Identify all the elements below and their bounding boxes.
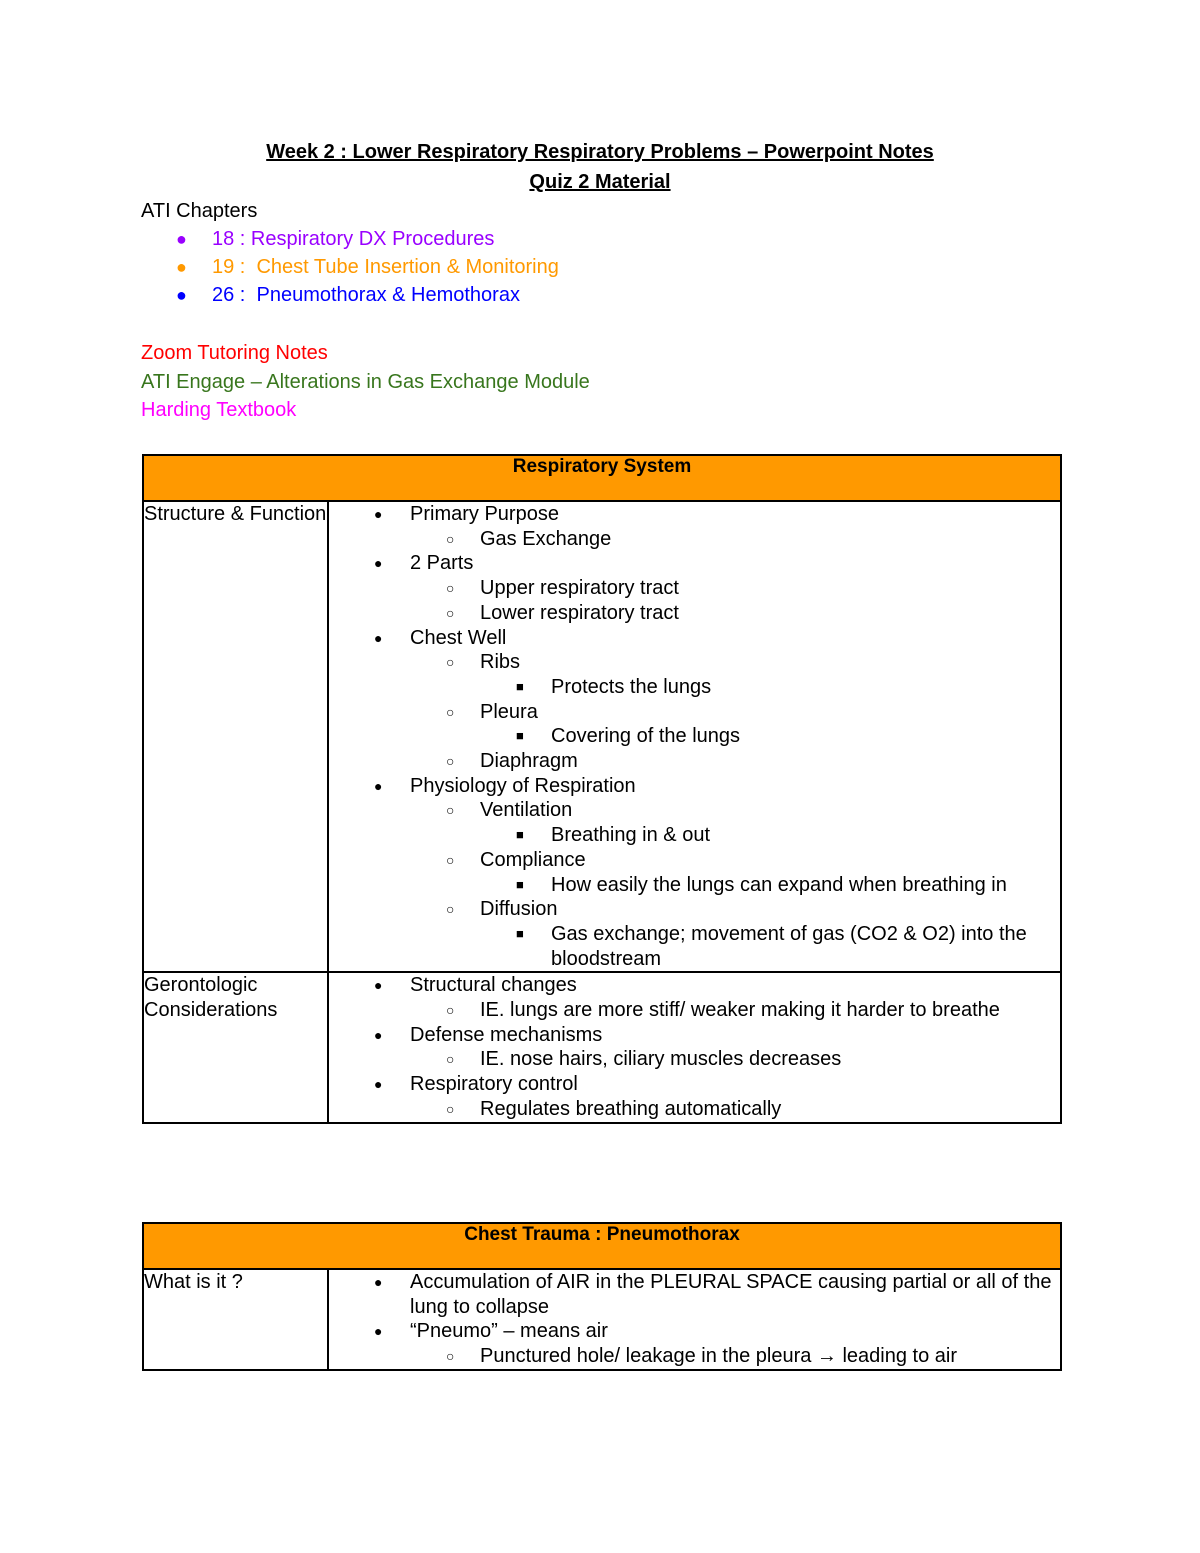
row-label: Structure & Function <box>143 501 328 972</box>
bullet-list <box>329 502 1060 971</box>
row-label: Gerontologic Considerations <box>143 972 328 1122</box>
list-item: ● 2 Parts ○ Upper respiratory tract ○ Lower respiratory tract <box>329 551 1060 625</box>
chapter-label: Respiratory DX Procedures <box>250 228 495 250</box>
sub-sub-item: ■ Covering of the lungs <box>329 724 1060 749</box>
chapter-number: 18 : <box>212 228 246 250</box>
sub-sub-item: ■ Protects the lungs <box>329 675 1060 700</box>
row-label: What is it ? <box>143 1269 328 1370</box>
bullet-icon: ● <box>176 229 187 249</box>
sub-sub-item: ■ Breathing in & out <box>329 823 1060 848</box>
list-item: ● Structural changes ○ IE. lungs are more stiff/ weaker making it harder to breathe <box>329 973 1060 1022</box>
bullet-list <box>329 1270 1060 1369</box>
sub-item: ○ IE. nose hairs, ciliary muscles decreases <box>329 1047 1060 1072</box>
table-row <box>143 972 1061 1122</box>
sub-item: ○ Gas Exchange <box>329 527 1060 552</box>
row-content <box>328 501 1061 972</box>
chapter-item <box>176 256 559 279</box>
chapter-label: Chest Tube Insertion & Monitoring <box>256 256 559 278</box>
sub-item: ○ Diffusion ■ Gas exchange; movement of gas (CO2 & O2) into the bloodstream <box>329 897 1060 971</box>
list-item: ● Primary Purpose ○ Gas Exchange <box>329 502 1060 551</box>
chapter-item <box>176 228 495 251</box>
list-item: ● Physiology of Respiration ○ Ventilation ■ Breathing in & out ○ Compliance ■ How easily the lungs can expand when breathing in ○ Diffusion ■ Gas exchange; movement of gas (CO2 & O2) into the bloodstream <box>329 774 1060 972</box>
legend-harding-textbook: Harding Textbook <box>141 399 297 421</box>
sub-item: ○ Lower respiratory tract <box>329 601 1060 626</box>
sub-item: ○ Regulates breathing automatically <box>329 1097 1060 1122</box>
list-item: ● Respiratory control ○ Regulates breathing automatically <box>329 1072 1060 1121</box>
sub-item: ○ Punctured hole/ leakage in the pleura → leading to air <box>329 1344 1060 1369</box>
table-row <box>143 1269 1061 1370</box>
ati-chapters-heading: ATI Chapters <box>141 200 258 222</box>
sub-item: ○ Diaphragm <box>329 749 1060 774</box>
chapter-item <box>176 284 520 307</box>
sub-sub-item: ■ How easily the lungs can expand when breathing in <box>329 873 1060 898</box>
sub-item: ○ Pleura ■ Covering of the lungs <box>329 700 1060 749</box>
legend-ati-engage: ATI Engage – Alterations in Gas Exchange Module <box>141 371 590 393</box>
table-header: Chest Trauma : Pneumothorax <box>143 1223 1061 1269</box>
list-item: ● “Pneumo” – means air ○ Punctured hole/ leakage in the pleura → leading to air <box>329 1319 1060 1368</box>
chapter-number: 19 : <box>212 256 246 278</box>
bullet-icon: ● <box>176 257 187 277</box>
sub-item: ○ Compliance ■ How easily the lungs can expand when breathing in <box>329 848 1060 897</box>
chapter-label: Pneumothorax & Hemothorax <box>256 284 520 306</box>
row-content <box>328 1269 1061 1370</box>
sub-item: ○ Upper respiratory tract <box>329 576 1060 601</box>
sub-item: ○ Ribs ■ Protects the lungs <box>329 650 1060 699</box>
list-item: ● Accumulation of AIR in the PLEURAL SPACE causing partial or all of the lung to collapse <box>329 1270 1060 1319</box>
table-row <box>143 501 1061 972</box>
legend-zoom-notes: Zoom Tutoring Notes <box>141 342 328 364</box>
chapter-number: 26 : <box>212 284 246 306</box>
list-item: ● Defense mechanisms ○ IE. nose hairs, ciliary muscles decreases <box>329 1023 1060 1072</box>
bullet-list <box>329 973 1060 1121</box>
document-title: Week 2 : Lower Respiratory Respiratory Problems – Powerpoint Notes <box>266 141 934 163</box>
sub-sub-item: ■ Gas exchange; movement of gas (CO2 & O2) into the bloodstream <box>329 922 1060 971</box>
list-item: ● Chest Well ○ Ribs ■ Protects the lungs ○ Pleura ■ Covering of the lungs ○ Diaphragm <box>329 626 1060 774</box>
pneumothorax-table <box>142 1222 1062 1371</box>
sub-item: ○ Ventilation ■ Breathing in & out <box>329 798 1060 847</box>
respiratory-system-table <box>142 454 1062 1124</box>
sub-item: ○ IE. lungs are more stiff/ weaker making it harder to breathe <box>329 998 1060 1023</box>
row-content <box>328 972 1061 1122</box>
bullet-icon: ● <box>176 285 187 305</box>
table-header: Respiratory System <box>143 455 1061 501</box>
document-subtitle: Quiz 2 Material <box>529 171 671 193</box>
